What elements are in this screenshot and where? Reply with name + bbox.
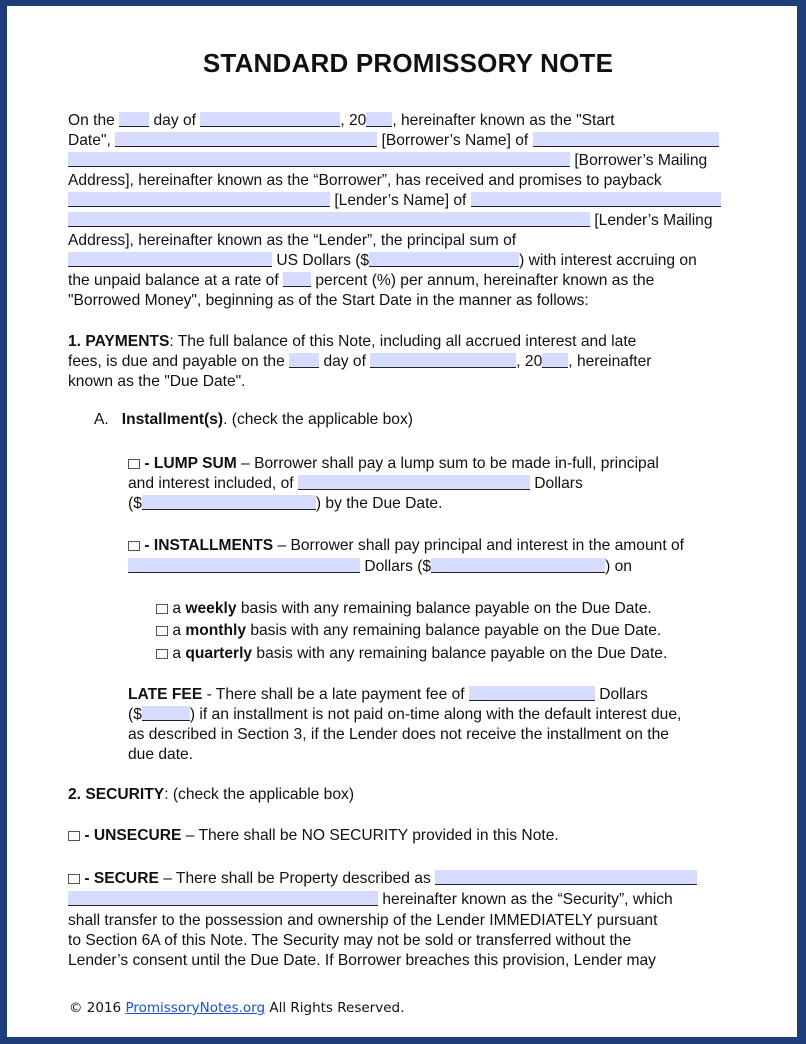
- installments-heading-line: A. Installment(s). (check the applicable box): [94, 411, 413, 428]
- borrower-address-field-1[interactable]: [533, 132, 719, 147]
- intro-line-2: Date", [Borrower’s Name] of: [68, 131, 719, 151]
- late-fee-line-3: as described in Section 3, if the Lender does not receive the installment on the: [128, 726, 669, 743]
- due-month-field[interactable]: [370, 353, 516, 368]
- due-year-field[interactable]: [542, 353, 568, 368]
- payments-line-2: fees, is due and payable on the day of , 20 , hereinafter: [68, 353, 652, 370]
- quarterly-checkbox[interactable]: [156, 649, 168, 659]
- document-page: [7, 6, 797, 1037]
- late-fee-line-1: LATE FEE - There shall be a late payment fee of Dollars: [128, 686, 648, 703]
- installment-amount-field[interactable]: [431, 558, 605, 573]
- payments-line-3: known as the "Due Date".: [68, 373, 246, 390]
- lump-sum-checkbox[interactable]: [128, 459, 140, 469]
- start-day-field[interactable]: [119, 112, 149, 127]
- late-fee-heading: LATE FEE: [128, 686, 203, 703]
- lender-address-field-1[interactable]: [471, 192, 721, 207]
- secure-line-4: to Section 6A of this Note. The Security may not be sold or transferred without the: [68, 932, 632, 949]
- footer-link[interactable]: PromissoryNotes.org: [125, 1000, 266, 1016]
- quarterly-option: a quarterly basis with any remaining balance payable on the Due Date.: [156, 644, 667, 664]
- lump-sum-line-1: - LUMP SUM – Borrower shall pay a lump sum to be made in-full, principal: [128, 454, 659, 474]
- intro-line-9: the unpaid balance at a rate of percent (%) per annum, hereinafter known as the: [68, 272, 655, 289]
- unsecure-checkbox[interactable]: [68, 831, 80, 841]
- installments-checkbox[interactable]: [128, 541, 140, 551]
- weekly-option: a weekly basis with any remaining balance payable on the Due Date.: [156, 599, 652, 619]
- borrower-address-field-2[interactable]: [68, 152, 570, 167]
- intro-line-4: Address], hereinafter known as the “Borrower”, has received and promises to payback: [68, 172, 662, 189]
- intro-line-6: [Lender’s Mailing: [68, 211, 713, 231]
- secure-line-1: - SECURE – There shall be Property described as: [68, 869, 697, 889]
- lender-name-field[interactable]: [68, 192, 330, 207]
- lump-sum-amount-field[interactable]: [142, 495, 316, 510]
- security-heading: 2. SECURITY: [68, 786, 165, 803]
- late-fee-amount-field[interactable]: [142, 706, 190, 721]
- installments-line-2: Dollars ($ ) on: [128, 557, 632, 577]
- lender-address-field-2[interactable]: [68, 212, 590, 227]
- late-fee-line-2: ($ ) if an installment is not paid on-time along with the default interest due,: [128, 706, 682, 723]
- due-day-field[interactable]: [289, 353, 319, 368]
- intro-line-5: [Lender’s Name] of: [68, 191, 721, 211]
- intro-line-3: [Borrower’s Mailing: [68, 151, 707, 171]
- interest-rate-field[interactable]: [283, 272, 311, 287]
- installment-words-field[interactable]: [128, 558, 360, 573]
- security-heading-line: 2. SECURITY: (check the applicable box): [68, 786, 355, 803]
- late-fee-line-4: due date.: [128, 746, 194, 763]
- start-month-field[interactable]: [200, 112, 340, 127]
- lump-sum-line-2: and interest included, of Dollars: [128, 475, 583, 492]
- security-description-field-1[interactable]: [435, 870, 697, 885]
- borrower-name-field[interactable]: [115, 132, 377, 147]
- intro-line-1: On the day of , 20 , hereinafter known as the "Start: [68, 112, 615, 129]
- installments-line-1: - INSTALLMENTS – Borrower shall pay principal and interest in the amount of: [128, 536, 684, 556]
- secure-line-5: Lender’s consent until the Due Date. If Borrower breaches this provision, Lender may: [68, 952, 656, 969]
- intro-line-10: "Borrowed Money", beginning as of the Start Date in the manner as follows:: [68, 292, 589, 309]
- secure-checkbox[interactable]: [68, 874, 80, 884]
- security-description-field-2[interactable]: [68, 891, 378, 906]
- unsecure-option: - UNSECURE – There shall be NO SECURITY provided in this Note.: [68, 826, 559, 846]
- principal-amount-field[interactable]: [369, 252, 519, 267]
- intro-line-7: Address], hereinafter known as the “Lender”, the principal sum of: [68, 232, 517, 249]
- lump-sum-line-3: ($ ) by the Due Date.: [128, 495, 443, 512]
- lump-sum-words-field[interactable]: [298, 475, 530, 490]
- monthly-checkbox[interactable]: [156, 626, 168, 636]
- payments-line-1: 1. PAYMENTS: The full balance of this Note, including all accrued interest and late: [68, 333, 637, 350]
- footer: © 2016 PromissoryNotes.org All Rights Reserved.: [69, 1000, 405, 1016]
- secure-line-3: shall transfer to the possession and ownership of the Lender IMMEDIATELY pursuant: [68, 912, 658, 929]
- document-title: STANDARD PROMISSORY NOTE: [202, 48, 614, 78]
- principal-words-field[interactable]: [68, 252, 272, 267]
- secure-line-2: hereinafter known as the “Security”, which: [68, 890, 673, 910]
- intro-line-8: US Dollars ($ ) with interest accruing on: [68, 251, 697, 271]
- payments-heading: 1. PAYMENTS: [68, 333, 170, 350]
- late-fee-words-field[interactable]: [469, 686, 595, 701]
- weekly-checkbox[interactable]: [156, 604, 168, 614]
- monthly-option: a monthly basis with any remaining balance payable on the Due Date.: [156, 621, 661, 641]
- start-year-field[interactable]: [366, 112, 392, 127]
